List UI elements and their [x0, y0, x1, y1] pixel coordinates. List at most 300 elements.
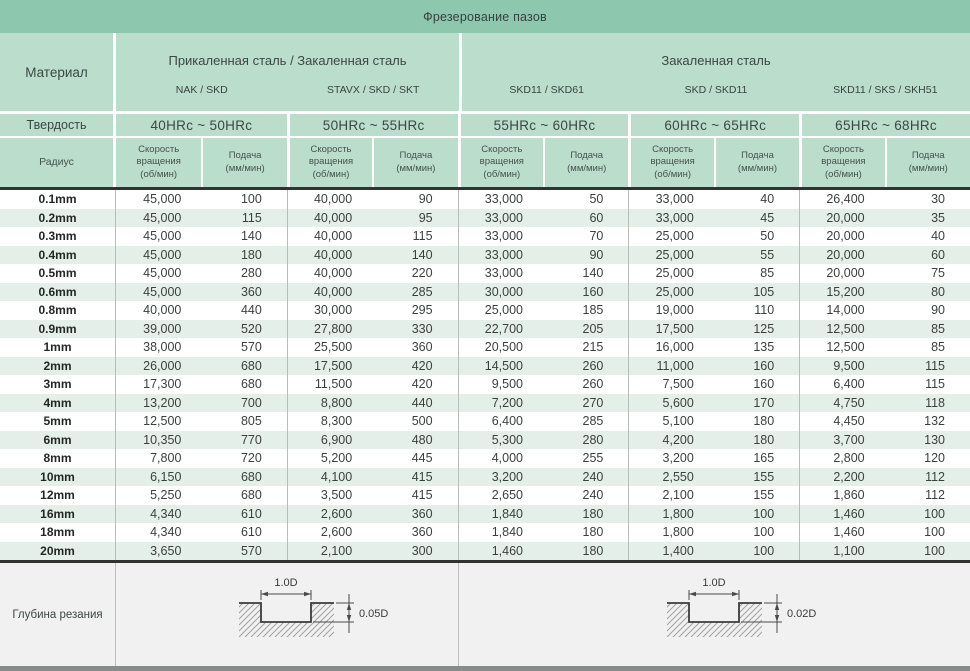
bottom-border: [0, 666, 970, 671]
arrow-left: [689, 591, 696, 595]
spindle-speed-header: [628, 138, 713, 187]
feed-value: 112: [925, 469, 945, 484]
speed-value: 2,100: [287, 542, 372, 561]
feed-value: 205: [582, 321, 604, 336]
steel-name-group3: SKD11 / SKD61: [509, 83, 584, 96]
width-dim-label: 1.0D: [701, 576, 726, 589]
speed-value: 6,900: [287, 431, 372, 450]
feed-value: 55: [760, 247, 775, 262]
speed-value: 5,200: [287, 449, 372, 468]
feed-header-line1: Подача: [228, 150, 262, 161]
speed-value: 8,300: [287, 412, 372, 431]
page-title: Фрезерование пазов: [423, 9, 547, 24]
spindle-speed-header: [458, 138, 543, 187]
steel-name-group2: STAVX / SKD / SKT: [327, 83, 420, 96]
feed-value: 60: [589, 210, 604, 225]
speed-value: 2,200: [799, 468, 884, 487]
speed-value: 20,000: [799, 209, 884, 228]
speed-value: 12,500: [143, 414, 182, 429]
feed-value: 85: [931, 340, 945, 355]
feed-value: 610: [240, 506, 262, 521]
speed-value: 33,000: [458, 264, 543, 283]
feed-value: 120: [924, 451, 945, 466]
speed-value: 30,000: [287, 301, 372, 320]
category-hardened: [459, 33, 970, 111]
radius-cell: 0.6mm: [0, 283, 116, 302]
speed-value: 5,300: [458, 431, 543, 450]
radius-cell: 16mm: [0, 505, 116, 524]
speed-value: 1,460: [799, 523, 884, 542]
feed-header-line2: (мм/мин): [225, 162, 265, 174]
speed-value: 25,000: [628, 264, 713, 283]
speed-value: 14,000: [799, 301, 884, 320]
speed-value: 40,000: [287, 264, 372, 283]
table-row: [0, 523, 970, 542]
speed-value: 20,000: [799, 227, 884, 246]
speed-value: 22,700: [458, 320, 543, 339]
feed-value: 260: [582, 377, 604, 392]
feed-header-line2: (мм/мин): [908, 162, 948, 174]
speed-value: 45,000: [143, 229, 182, 244]
radius-cell: 0.5mm: [0, 264, 116, 283]
table-row: [0, 227, 970, 246]
feed-value: 570: [240, 340, 262, 355]
feed-value: 155: [753, 488, 775, 503]
speed-value: 7,800: [150, 451, 182, 466]
feed-value: 170: [753, 395, 775, 410]
feed-value: 90: [931, 303, 945, 318]
speed-value: 2,100: [628, 486, 713, 505]
arrow-left: [261, 591, 268, 595]
feed-value: 40: [931, 229, 945, 244]
speed-value: 1,460: [458, 542, 543, 561]
table-row: [0, 486, 970, 505]
feed-value: 100: [924, 525, 945, 540]
speed-value: 14,500: [458, 357, 543, 376]
radius-cell: 6mm: [0, 431, 116, 450]
speed-value: 25,500: [287, 338, 372, 357]
feed-value: 100: [753, 506, 775, 521]
speed-value: 25,000: [628, 246, 713, 265]
feed-value: 118: [925, 395, 945, 410]
feed-header-line1: Подача: [570, 150, 604, 161]
feed-value: 360: [411, 340, 433, 355]
speed-value: 1,840: [458, 505, 543, 524]
feed-value: 100: [753, 543, 775, 558]
radius-cell: 0.3mm: [0, 227, 116, 246]
hatched-block: [667, 603, 762, 637]
spindle-speed-header-line2: (об/мин): [825, 168, 862, 180]
feed-value: 680: [240, 469, 262, 484]
spindle-speed-header: [116, 138, 201, 187]
feed-value: 130: [924, 432, 945, 447]
table-row: [0, 357, 970, 376]
feed-value: 30: [931, 192, 945, 207]
hardness-group1: 40HRc ~ 50HRc: [150, 117, 253, 133]
speed-value: 40,000: [287, 283, 372, 302]
speed-value: 33,000: [628, 190, 713, 209]
feed-value: 420: [411, 377, 433, 392]
feed-header-line2: (мм/мин): [567, 162, 607, 174]
spindle-speed-header: [287, 138, 372, 187]
feed-value: 80: [931, 284, 945, 299]
speed-value: 26,400: [799, 190, 884, 209]
feed-value: 140: [411, 247, 433, 262]
hardness-label: Твердость: [0, 114, 116, 136]
feed-value: 132: [924, 414, 945, 429]
arrow-right: [732, 591, 739, 595]
table-row: [0, 246, 970, 265]
feed-header-line1: Подача: [399, 150, 433, 161]
speed-value: 40,000: [287, 227, 372, 246]
spindle-speed-header: [799, 138, 884, 187]
speed-value: 12,500: [799, 320, 884, 339]
speed-value: 40,000: [143, 303, 182, 318]
speed-value: 1,400: [628, 542, 713, 561]
radius-cell: 2mm: [0, 357, 116, 376]
speed-value: 2,550: [628, 468, 713, 487]
speed-value: 25,000: [628, 227, 713, 246]
steel-name-group5: SKD11 / SKS / SKH51: [833, 83, 938, 96]
table-row: [0, 449, 970, 468]
feed-value: 770: [240, 432, 262, 447]
feed-value: 140: [240, 229, 262, 244]
feed-value: 160: [753, 358, 775, 373]
feed-value: 115: [925, 358, 945, 373]
radius-cell: 3mm: [0, 375, 116, 394]
feed-value: 215: [582, 340, 604, 355]
feed-value: 480: [411, 432, 433, 447]
feed-value: 85: [931, 321, 945, 336]
feed-value: 805: [240, 414, 262, 429]
feed-value: 360: [240, 284, 262, 299]
speed-value: 6,150: [150, 469, 182, 484]
material-label: Материал: [0, 33, 116, 111]
page-title-band: [0, 0, 970, 33]
speed-value: 20,000: [799, 264, 884, 283]
speed-value: 39,000: [143, 321, 182, 336]
hardness-group2: 50HRc ~ 55HRc: [287, 114, 458, 136]
hardness-group3: 55HRc ~ 60HRc: [458, 114, 629, 136]
feed-value: 165: [753, 451, 775, 466]
feed-value: 330: [411, 321, 433, 336]
feed-header: [714, 138, 799, 187]
feed-value: 255: [582, 451, 604, 466]
feed-value: 240: [582, 469, 604, 484]
arrow-down: [347, 615, 351, 622]
feed-value: 110: [754, 303, 775, 318]
feed-value: 180: [582, 525, 604, 540]
radius-cell: 20mm: [0, 542, 116, 561]
feed-value: 100: [924, 543, 945, 558]
table-row: [0, 209, 970, 228]
feed-value: 220: [411, 266, 433, 281]
feed-value: 570: [240, 543, 262, 558]
feed-header-line1: Подача: [911, 150, 945, 161]
feed-value: 85: [760, 266, 775, 281]
feed-value: 105: [753, 284, 775, 299]
feed-value: 360: [411, 506, 433, 521]
feed-value: 75: [931, 266, 945, 281]
steel-names-right: [462, 80, 970, 111]
radius-cell: 0.9mm: [0, 320, 116, 339]
feed-value: 680: [240, 488, 262, 503]
speed-value: 5,250: [150, 488, 182, 503]
speed-value: 7,200: [458, 394, 543, 413]
cutting-depth-section: [0, 563, 970, 666]
feed-value: 285: [411, 284, 433, 299]
table-row: [0, 431, 970, 450]
feed-header-line2: (мм/мин): [396, 162, 436, 174]
speed-value: 15,200: [799, 283, 884, 302]
feed-value: 280: [582, 432, 604, 447]
feed-header: [372, 138, 457, 187]
feed-value: 115: [412, 229, 433, 244]
feed-value: 140: [582, 266, 604, 281]
cutting-depth-label: Глубина резания: [0, 563, 116, 666]
speed-value: 2,800: [799, 449, 884, 468]
table-row: [0, 542, 970, 561]
speed-value: 3,700: [799, 431, 884, 450]
feed-value: 300: [411, 543, 433, 558]
slot-cross-section-2: [615, 575, 815, 655]
radius-cell: 0.8mm: [0, 301, 116, 320]
speed-value: 4,200: [628, 431, 713, 450]
feed-value: 100: [753, 525, 775, 540]
feed-value: 720: [240, 451, 262, 466]
feed-header: [201, 138, 286, 187]
table-row: [0, 338, 970, 357]
feed-value: 610: [240, 525, 262, 540]
radius-cell: 5mm: [0, 412, 116, 431]
feed-value: 180: [582, 543, 604, 558]
speed-value: 10,350: [143, 432, 182, 447]
speed-value: 3,200: [628, 449, 713, 468]
speed-value: 3,650: [150, 543, 182, 558]
speed-value: 19,000: [628, 301, 713, 320]
feed-value: 500: [411, 414, 433, 429]
feed-value: 135: [753, 340, 775, 355]
radius-cell: 0.1mm: [0, 190, 116, 209]
speed-value: 1,800: [628, 505, 713, 524]
table-row: [0, 190, 970, 209]
feed-value: 35: [931, 210, 945, 225]
feed-value: 50: [589, 192, 604, 207]
speed-value: 4,000: [458, 449, 543, 468]
feed-value: 280: [240, 266, 262, 281]
speed-value: 40,000: [287, 190, 372, 209]
feed-value: 520: [240, 321, 262, 336]
arrow-up: [774, 603, 778, 610]
speed-value: 6,400: [458, 412, 543, 431]
hardness-band: [0, 114, 970, 136]
category-prehardened: [116, 33, 459, 111]
feed-value: 160: [753, 377, 775, 392]
depth-dim-label: 0.05D: [359, 607, 389, 620]
steel-name-group4: SKD / SKD11: [684, 83, 748, 96]
feed-value: 50: [760, 229, 775, 244]
width-dim-label: 1.0D: [274, 576, 298, 589]
table-row: [0, 412, 970, 431]
table-row: [0, 264, 970, 283]
speed-value: 9,500: [458, 375, 543, 394]
speed-value: 13,200: [143, 395, 182, 410]
speed-value: 4,750: [799, 394, 884, 413]
table-row: [0, 394, 970, 413]
spindle-speed-header-line2: (об/мин): [312, 168, 350, 180]
spindle-speed-header-line1: Скорость вращения: [650, 143, 695, 168]
depth-dim-label: 0.02D: [786, 607, 816, 620]
speed-value: 30,000: [458, 283, 543, 302]
speed-value: 5,100: [628, 412, 713, 431]
speed-value: 20,000: [799, 246, 884, 265]
feed-value: 180: [240, 247, 262, 262]
feed-value: 445: [411, 451, 433, 466]
speed-value: 17,500: [287, 357, 372, 376]
speed-value: 11,000: [628, 357, 713, 376]
radius-label: Радиус: [0, 138, 116, 187]
feed-value: 115: [925, 377, 945, 392]
feed-value: 700: [240, 395, 262, 410]
radius-cell: 8mm: [0, 449, 116, 468]
feed-value: 155: [753, 469, 775, 484]
arrow-down: [774, 615, 778, 622]
radius-cell: 1mm: [0, 338, 116, 357]
speed-value: 2,600: [287, 505, 372, 524]
radius-cell: 0.2mm: [0, 209, 116, 228]
spindle-speed-header-line1: Скорость вращения: [136, 143, 181, 168]
hardness-group4: 60HRc ~ 65HRc: [628, 114, 799, 136]
arrow-up: [347, 603, 351, 610]
hardness-group5: 65HRc ~ 68HRc: [799, 114, 970, 136]
feed-value: 100: [240, 192, 262, 207]
steel-names-left: [116, 80, 459, 111]
speed-value: 3,200: [458, 468, 543, 487]
speed-value: 45,000: [143, 247, 182, 262]
speed-value: 5,600: [628, 394, 713, 413]
speed-value: 25,000: [628, 283, 713, 302]
feed-value: 90: [589, 247, 604, 262]
feed-value: 180: [753, 414, 775, 429]
feed-value: 185: [582, 303, 604, 318]
speed-value: 16,000: [628, 338, 713, 357]
spindle-speed-header-line2: (об/мин): [654, 168, 691, 180]
feed-value: 40: [760, 192, 775, 207]
speed-value: 9,500: [799, 357, 884, 376]
speed-value: 1,100: [799, 542, 884, 561]
table-row: [0, 283, 970, 302]
feed-value: 295: [411, 303, 433, 318]
speed-value: 38,000: [143, 340, 182, 355]
feed-value: 680: [240, 358, 262, 373]
speed-value: 33,000: [458, 190, 543, 209]
feed-value: 100: [924, 506, 945, 521]
feed-value: 440: [240, 303, 262, 318]
speed-value: 45,000: [143, 284, 182, 299]
radius-cell: 0.4mm: [0, 246, 116, 265]
feed-value: 90: [418, 192, 433, 207]
feed-value: 415: [411, 488, 433, 503]
feed-value: 125: [753, 321, 775, 336]
feed-value: 60: [931, 247, 945, 262]
speed-value: 45,000: [143, 192, 182, 207]
subheader-band: [0, 138, 970, 187]
arrow-right: [304, 591, 311, 595]
feed-value: 360: [411, 525, 433, 540]
spindle-speed-header-line1: Скорость вращения: [821, 143, 866, 168]
feed-value: 285: [582, 414, 604, 429]
slot-cross-section-1: [187, 575, 387, 655]
speed-value: 4,100: [287, 468, 372, 487]
speed-value: 2,600: [287, 523, 372, 542]
speed-value: 33,000: [458, 209, 543, 228]
feed-value: 180: [753, 432, 775, 447]
speed-value: 11,500: [287, 375, 372, 394]
slot-diagram-2: [459, 563, 970, 666]
feed-value: 180: [582, 506, 604, 521]
table-row: [0, 468, 970, 487]
speed-value: 1,460: [799, 505, 884, 524]
speed-value: 4,450: [799, 412, 884, 431]
category-prehardened-title: Прикаленная сталь / Закаленная сталь: [168, 52, 407, 68]
feed-value: 115: [241, 210, 262, 225]
table-row: [0, 301, 970, 320]
feed-value: 160: [582, 284, 604, 299]
feed-header: [885, 138, 970, 187]
feed-header-line2: (мм/мин): [737, 162, 778, 174]
speed-value: 4,340: [150, 506, 182, 521]
radius-cell: 4mm: [0, 394, 116, 413]
feed-value: 415: [411, 469, 433, 484]
steel-name-group1: NAK / SKD: [175, 83, 228, 96]
speed-value: 4,340: [150, 525, 182, 540]
speed-value: 25,000: [458, 301, 543, 320]
spindle-speed-header-line1: Скорость вращения: [308, 143, 354, 168]
material-header-band: [0, 33, 970, 111]
speed-value: 17,500: [628, 320, 713, 339]
spindle-speed-header-line2: (об/мин): [483, 168, 521, 180]
speed-value: 1,800: [628, 523, 713, 542]
feed-header: [543, 138, 628, 187]
feed-value: 420: [411, 358, 433, 373]
speed-value: 6,400: [799, 375, 884, 394]
spindle-speed-header-line1: Скорость вращения: [479, 143, 524, 168]
speed-value: 27,800: [287, 320, 372, 339]
feed-value: 112: [925, 488, 945, 503]
speed-value: 45,000: [143, 210, 182, 225]
table-body: [0, 190, 970, 560]
hatched-block: [239, 603, 334, 637]
feed-value: 260: [582, 358, 604, 373]
speed-value: 33,000: [458, 246, 543, 265]
spindle-speed-header-line2: (об/мин): [140, 168, 178, 180]
radius-cell: 12mm: [0, 486, 116, 505]
speed-value: 7,500: [628, 375, 713, 394]
table-row: [0, 320, 970, 339]
feed-value: 270: [582, 395, 604, 410]
speed-value: 26,000: [143, 358, 182, 373]
speed-value: 8,800: [287, 394, 372, 413]
speed-value: 17,300: [143, 377, 182, 392]
speed-value: 33,000: [458, 227, 543, 246]
speed-value: 2,650: [458, 486, 543, 505]
speed-value: 45,000: [143, 266, 182, 281]
feed-value: 70: [589, 229, 604, 244]
category-hardened-title: Закаленная сталь: [661, 52, 771, 68]
feed-value: 440: [411, 395, 433, 410]
radius-cell: 10mm: [0, 468, 116, 487]
feed-value: 45: [760, 210, 775, 225]
